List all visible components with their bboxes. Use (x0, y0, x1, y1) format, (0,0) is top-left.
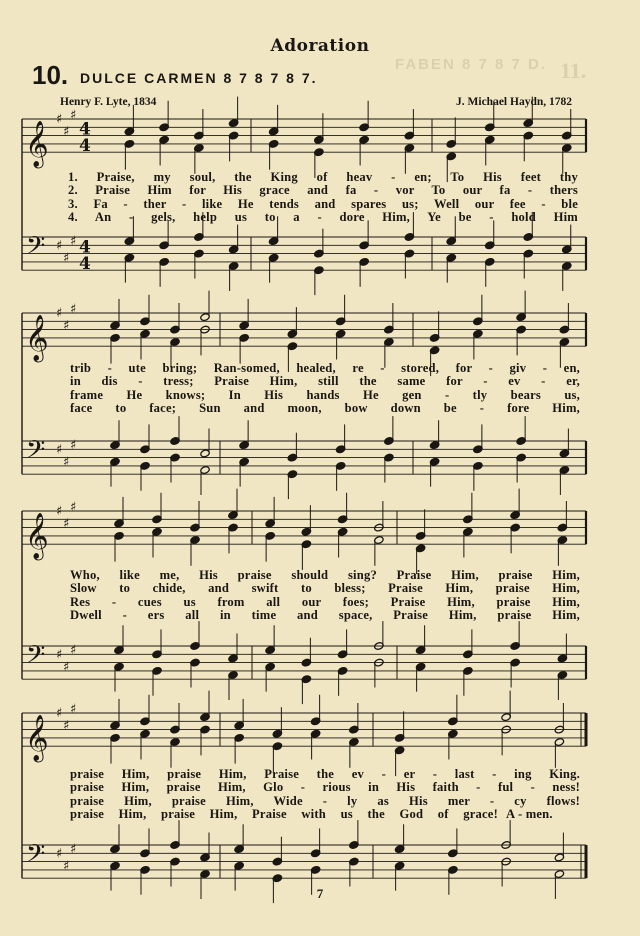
key-signature-sharp: ♯ (70, 301, 77, 317)
lyric-line-verse-1: praise Him, praise Him, Praise the ev - er - last - ing King. (70, 767, 580, 781)
lyric-line-verse-4: praise Him, praise Him, Praise with us the God of grace! (70, 807, 498, 822)
treble-clef: 𝄞 (25, 121, 49, 168)
key-signature-sharp: ♯ (63, 318, 70, 334)
time-signature: 4 (79, 237, 91, 258)
lyric-line-verse-2: in dis - tress; Praise Him, still the same for - ev - er, (70, 374, 580, 389)
bass-clef: 𝄢 (26, 231, 46, 267)
key-signature-sharp: ♯ (63, 454, 70, 470)
key-signature-sharp: ♯ (56, 706, 63, 721)
key-signature-sharp: ♯ (70, 107, 77, 123)
key-signature-sharp: ♯ (56, 504, 63, 519)
key-signature-sharp: ♯ (70, 438, 77, 454)
treble-clef: 𝄞 (25, 315, 49, 362)
key-signature-sharp: ♯ (56, 238, 63, 254)
lyric-line-verse-3: 3. Fa - ther - like He tends and spares us; Well our fee - ble (68, 196, 578, 211)
lyric-line-verse-3: frame He knows; In His hands He gen - tly bears us, (70, 387, 580, 402)
key-signature-sharp: ♯ (70, 701, 77, 717)
lyric-line-verse-2: 2. Praise Him for His grace and fa - vor To our fa - thers (68, 183, 578, 198)
lyric-line-verse-4: 4. An - gels, help us to a - dore Him, Ye be - hold Him (68, 210, 578, 225)
lyric-line-verse-4: face to face; Sun and moon, bow down be - fore Him, (70, 401, 580, 416)
treble-clef: 𝄞 (25, 715, 49, 762)
lyric-line-verse-4: Dwell - ers all in time and space, Praise Him, praise Him, (70, 608, 580, 623)
bleed-through-number: 11. (560, 58, 587, 83)
key-signature-sharp: ♯ (63, 516, 70, 532)
time-signature: 4 (79, 254, 91, 275)
key-signature-sharp: ♯ (63, 124, 70, 140)
key-signature-sharp: ♯ (63, 858, 70, 874)
author-credit: Henry F. Lyte, 1834 (60, 96, 157, 108)
key-signature-sharp: ♯ (70, 234, 77, 250)
bleed-through-tune: FABEN 8 7 8 7 D. (395, 56, 548, 73)
hymn-number: 10. (32, 60, 69, 90)
key-signature-sharp: ♯ (70, 842, 77, 858)
lyric-line-verse-1: trib - ute bring; Ran-somed, healed, re - stored, for - giv - en, (70, 361, 580, 375)
treble-clef: 𝄞 (25, 513, 49, 560)
key-signature-sharp: ♯ (56, 846, 63, 862)
key-signature-sharp: ♯ (56, 112, 63, 127)
key-signature-sharp: ♯ (56, 442, 63, 458)
key-signature-sharp: ♯ (70, 643, 77, 659)
key-signature-sharp: ♯ (63, 659, 70, 675)
page-number: 7 (316, 886, 324, 901)
lyric-line-verse-3: praise Him, praise Him, Wide - ly as His mer - cy flows! (70, 793, 580, 808)
composer-credit: J. Michael Haydn, 1782 (456, 96, 572, 108)
lyric-line-verse-1: Who, like me, His praise should sing? Praise Him, praise Him, (70, 568, 580, 582)
key-signature-sharp: ♯ (63, 250, 70, 266)
key-signature-sharp: ♯ (56, 647, 63, 663)
amen-text: A - men. (506, 807, 553, 822)
section-title: Adoration (270, 36, 370, 56)
bass-clef: 𝄢 (26, 839, 46, 875)
lyric-line-verse-2: praise Him, praise Him, Glo - rious in His faith - ful - ness! (70, 780, 580, 795)
lyric-line-verse-2: Slow to chide, and swift to bless; Praise Him, praise Him, (70, 581, 580, 596)
time-signature: 4 (79, 119, 91, 140)
lyric-line-verse-1: 1. Praise, my soul, the King of heav - en; To His feet thy (68, 170, 578, 184)
tune-name: DULCE CARMEN 8 7 8 7 8 7. (80, 70, 318, 86)
bass-clef: 𝄢 (26, 435, 46, 471)
lyric-line-verse-3: Res - cues us from all our foes; Praise Him, praise Him, (70, 594, 580, 609)
key-signature-sharp: ♯ (63, 718, 70, 734)
time-signature: 4 (79, 136, 91, 157)
bass-clef: 𝄢 (26, 640, 46, 676)
key-signature-sharp: ♯ (70, 499, 77, 515)
key-signature-sharp: ♯ (56, 306, 63, 321)
